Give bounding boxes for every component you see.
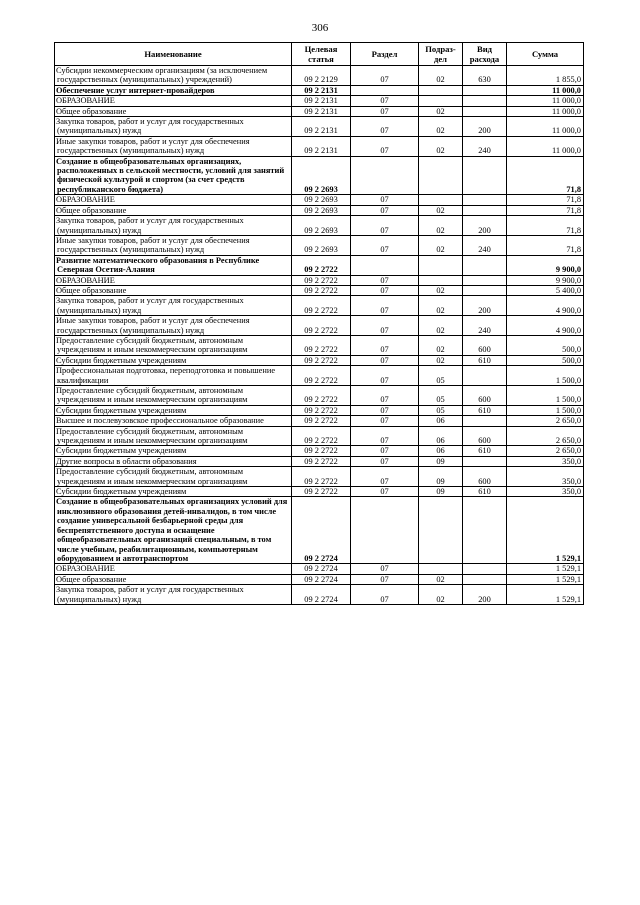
cell-name: Субсидии бюджетным учреждениям	[55, 487, 292, 497]
cell-expense	[463, 156, 507, 195]
table-row	[55, 235, 584, 255]
cell-sum: 2 650,0	[507, 416, 584, 426]
table-row	[55, 296, 584, 316]
cell-sum: 4 900,0	[507, 316, 584, 336]
cell-name: Закупка товаров, работ и услуг для государственных (муниципальных) нужд	[55, 585, 292, 605]
table-row	[55, 487, 584, 497]
cell-expense: 610	[463, 487, 507, 497]
cell-section: 07	[351, 366, 419, 386]
cell-expense: 630	[463, 66, 507, 86]
cell-sum: 71,8	[507, 216, 584, 236]
cell-subsection	[419, 195, 463, 205]
cell-subsection: 02	[419, 117, 463, 137]
cell-name: Иные закупки товаров, работ и услуг для обеспечения государственных (муниципальных) нужд	[55, 136, 292, 156]
cell-name: Общее образование	[55, 205, 292, 215]
cell-sum: 11 000,0	[507, 117, 584, 137]
cell-section: 07	[351, 296, 419, 316]
cell-target: 09 2 2722	[292, 416, 351, 426]
cell-sum: 1 529,1	[507, 497, 584, 564]
cell-expense: 240	[463, 235, 507, 255]
cell-target: 09 2 2129	[292, 66, 351, 86]
cell-sum: 71,8	[507, 195, 584, 205]
cell-sum: 1 529,1	[507, 564, 584, 574]
cell-expense: 610	[463, 446, 507, 456]
cell-name: Иные закупки товаров, работ и услуг для обеспечения государственных (муниципальных) нужд	[55, 235, 292, 255]
cell-subsection	[419, 497, 463, 564]
table-row	[55, 355, 584, 365]
cell-expense	[463, 195, 507, 205]
table-row	[55, 405, 584, 415]
cell-expense	[463, 275, 507, 285]
table-row	[55, 446, 584, 456]
cell-target: 09 2 2722	[292, 296, 351, 316]
table-row	[55, 366, 584, 386]
cell-section: 07	[351, 195, 419, 205]
table-row	[55, 106, 584, 116]
cell-subsection: 02	[419, 205, 463, 215]
cell-target: 09 2 2722	[292, 446, 351, 456]
cell-name: Профессиональная подготовка, переподготовка и повышение квалификации	[55, 366, 292, 386]
cell-target: 09 2 2722	[292, 316, 351, 336]
cell-section: 07	[351, 275, 419, 285]
cell-sum: 350,0	[507, 487, 584, 497]
cell-name: Субсидии бюджетным учреждениям	[55, 355, 292, 365]
table-row	[55, 497, 584, 564]
table-row	[55, 156, 584, 195]
cell-expense: 200	[463, 117, 507, 137]
cell-section: 07	[351, 316, 419, 336]
table-row	[55, 456, 584, 466]
table-row	[55, 467, 584, 487]
header-subsection: Подраз-дел	[419, 43, 463, 66]
cell-sum: 350,0	[507, 456, 584, 466]
cell-sum: 1 500,0	[507, 366, 584, 386]
cell-target: 09 2 2722	[292, 405, 351, 415]
cell-section: 07	[351, 117, 419, 137]
cell-section: 07	[351, 205, 419, 215]
header-name: Наименование	[55, 43, 292, 66]
cell-subsection: 06	[419, 446, 463, 456]
cell-sum: 11 000,0	[507, 106, 584, 116]
cell-subsection: 02	[419, 285, 463, 295]
cell-name: Развитие математического образования в Республике Северная Осетия-Алания	[55, 255, 292, 275]
table-row	[55, 275, 584, 285]
table-row	[55, 205, 584, 215]
cell-subsection	[419, 96, 463, 106]
cell-subsection: 02	[419, 335, 463, 355]
cell-section: 07	[351, 574, 419, 584]
cell-expense: 240	[463, 316, 507, 336]
cell-sum: 2 650,0	[507, 426, 584, 446]
cell-expense: 200	[463, 216, 507, 236]
cell-target: 09 2 2131	[292, 106, 351, 116]
cell-target: 09 2 2722	[292, 366, 351, 386]
cell-sum: 1 855,0	[507, 66, 584, 86]
cell-target: 09 2 2131	[292, 117, 351, 137]
cell-section: 07	[351, 106, 419, 116]
cell-section: 07	[351, 136, 419, 156]
table-row	[55, 255, 584, 275]
cell-name: Иные закупки товаров, работ и услуг для обеспечения государственных (муниципальных) нужд	[55, 316, 292, 336]
budget-table	[54, 42, 584, 605]
cell-target: 09 2 2722	[292, 255, 351, 275]
cell-sum: 1 529,1	[507, 585, 584, 605]
cell-section: 07	[351, 355, 419, 365]
cell-name: Предоставление субсидий бюджетным, автономным учреждениям и иным некоммерческим организациям	[55, 426, 292, 446]
cell-target: 09 2 2722	[292, 355, 351, 365]
cell-expense: 240	[463, 136, 507, 156]
cell-subsection: 02	[419, 296, 463, 316]
table-row	[55, 564, 584, 574]
cell-section: 07	[351, 416, 419, 426]
cell-section: 07	[351, 335, 419, 355]
cell-section: 07	[351, 386, 419, 406]
table-row	[55, 216, 584, 236]
cell-name: ОБРАЗОВАНИЕ	[55, 195, 292, 205]
cell-name: Общее образование	[55, 574, 292, 584]
cell-target: 09 2 2722	[292, 275, 351, 285]
cell-sum: 11 000,0	[507, 85, 584, 95]
cell-expense: 600	[463, 426, 507, 446]
cell-sum: 71,8	[507, 235, 584, 255]
cell-target: 09 2 2131	[292, 85, 351, 95]
cell-subsection: 06	[419, 426, 463, 446]
cell-name: Закупка товаров, работ и услуг для государственных (муниципальных) нужд	[55, 216, 292, 236]
cell-name: Создание в общеобразовательных организациях, расположенных в сельской местности, условий для занятий физической культурой и спортом (за счет средств республиканского бюджета)	[55, 156, 292, 195]
cell-target: 09 2 2724	[292, 585, 351, 605]
cell-section: 07	[351, 96, 419, 106]
cell-expense	[463, 85, 507, 95]
cell-name: Закупка товаров, работ и услуг для государственных (муниципальных) нужд	[55, 296, 292, 316]
cell-subsection: 02	[419, 585, 463, 605]
cell-target: 09 2 2722	[292, 386, 351, 406]
cell-target: 09 2 2693	[292, 195, 351, 205]
cell-target: 09 2 2724	[292, 574, 351, 584]
table-row	[55, 96, 584, 106]
cell-section: 07	[351, 456, 419, 466]
header-section: Раздел	[351, 43, 419, 66]
cell-subsection: 02	[419, 106, 463, 116]
cell-subsection: 02	[419, 316, 463, 336]
cell-name: Высшее и послевузовское профессиональное образование	[55, 416, 292, 426]
cell-sum: 350,0	[507, 467, 584, 487]
cell-expense: 600	[463, 467, 507, 487]
cell-sum: 1 500,0	[507, 386, 584, 406]
cell-subsection: 05	[419, 386, 463, 406]
cell-section: 07	[351, 446, 419, 456]
cell-target: 09 2 2693	[292, 205, 351, 215]
cell-section: 07	[351, 487, 419, 497]
table-header-row	[55, 43, 584, 66]
cell-expense: 610	[463, 355, 507, 365]
cell-name: ОБРАЗОВАНИЕ	[55, 564, 292, 574]
cell-sum: 2 650,0	[507, 446, 584, 456]
cell-subsection: 02	[419, 216, 463, 236]
cell-section	[351, 156, 419, 195]
cell-subsection: 05	[419, 405, 463, 415]
cell-expense: 600	[463, 386, 507, 406]
table-row	[55, 335, 584, 355]
cell-subsection: 02	[419, 574, 463, 584]
cell-subsection: 02	[419, 355, 463, 365]
cell-expense: 610	[463, 405, 507, 415]
cell-sum: 71,8	[507, 156, 584, 195]
table-row	[55, 585, 584, 605]
cell-name: Предоставление субсидий бюджетным, автономным учреждениям и иным некоммерческим организациям	[55, 335, 292, 355]
cell-name: ОБРАЗОВАНИЕ	[55, 96, 292, 106]
cell-expense	[463, 96, 507, 106]
cell-sum: 9 900,0	[507, 275, 584, 285]
cell-target: 09 2 2722	[292, 456, 351, 466]
cell-target: 09 2 2722	[292, 467, 351, 487]
cell-sum: 5 400,0	[507, 285, 584, 295]
table-row	[55, 426, 584, 446]
cell-name: Обеспечение услуг интернет-провайдеров	[55, 85, 292, 95]
table-row	[55, 386, 584, 406]
cell-expense	[463, 416, 507, 426]
cell-sum: 11 000,0	[507, 136, 584, 156]
cell-sum: 9 900,0	[507, 255, 584, 275]
cell-target: 09 2 2724	[292, 497, 351, 564]
cell-name: Предоставление субсидий бюджетным, автономным учреждениям и иным некоммерческим организациям	[55, 467, 292, 487]
cell-target: 09 2 2722	[292, 426, 351, 446]
cell-section	[351, 255, 419, 275]
cell-expense	[463, 106, 507, 116]
cell-expense	[463, 285, 507, 295]
table-row	[55, 136, 584, 156]
table-row	[55, 195, 584, 205]
cell-name: Другие вопросы в области образования	[55, 456, 292, 466]
cell-section	[351, 497, 419, 564]
cell-target: 09 2 2693	[292, 156, 351, 195]
cell-expense	[463, 564, 507, 574]
table-row	[55, 285, 584, 295]
table-body	[55, 66, 584, 605]
table-row	[55, 117, 584, 137]
cell-target: 09 2 2722	[292, 487, 351, 497]
cell-subsection: 09	[419, 467, 463, 487]
cell-target: 09 2 2722	[292, 285, 351, 295]
cell-section: 07	[351, 405, 419, 415]
cell-name: Общее образование	[55, 106, 292, 116]
cell-sum: 4 900,0	[507, 296, 584, 316]
cell-name: Закупка товаров, работ и услуг для государственных (муниципальных) нужд	[55, 117, 292, 137]
table-row	[55, 416, 584, 426]
cell-subsection: 09	[419, 456, 463, 466]
header-target: Целевая статья	[292, 43, 351, 66]
cell-name: Субсидии некоммерческим организациям (за исключением государственных (муниципальных) учреждений)	[55, 66, 292, 86]
cell-sum: 500,0	[507, 355, 584, 365]
cell-name: Субсидии бюджетным учреждениям	[55, 405, 292, 415]
page-number: 306	[311, 22, 329, 34]
table-row	[55, 85, 584, 95]
cell-name: Предоставление субсидий бюджетным, автономным учреждениям и иным некоммерческим организациям	[55, 386, 292, 406]
table-row	[55, 316, 584, 336]
cell-name: Субсидии бюджетным учреждениям	[55, 446, 292, 456]
cell-subsection	[419, 275, 463, 285]
cell-subsection: 05	[419, 366, 463, 386]
cell-name: Создание в общеобразовательных организациях условий для инклюзивного образования детей-инвалидов, в том числе создание универсальной безбарьерной среды для беспрепятственного доступа и оснащение общеобразовательных организаций специальным, в том числе учебным, реабилитационным, компьютерным оборудованием и автотранспортом	[55, 497, 292, 564]
cell-sum: 11 000,0	[507, 96, 584, 106]
cell-subsection: 02	[419, 66, 463, 86]
header-expense-type: Вид расхода	[463, 43, 507, 66]
cell-sum: 500,0	[507, 335, 584, 355]
cell-section: 07	[351, 66, 419, 86]
header-sum: Сумма	[507, 43, 584, 66]
cell-name: Общее образование	[55, 285, 292, 295]
cell-section	[351, 85, 419, 95]
cell-sum: 1 500,0	[507, 405, 584, 415]
cell-section: 07	[351, 285, 419, 295]
cell-expense	[463, 574, 507, 584]
cell-section: 07	[351, 216, 419, 236]
cell-subsection: 02	[419, 235, 463, 255]
cell-section: 07	[351, 467, 419, 487]
cell-subsection: 06	[419, 416, 463, 426]
cell-target: 09 2 2693	[292, 235, 351, 255]
cell-expense	[463, 456, 507, 466]
cell-target: 09 2 2724	[292, 564, 351, 574]
table-row	[55, 66, 584, 86]
cell-target: 09 2 2693	[292, 216, 351, 236]
cell-expense	[463, 497, 507, 564]
cell-subsection	[419, 156, 463, 195]
cell-section: 07	[351, 585, 419, 605]
cell-subsection: 02	[419, 136, 463, 156]
cell-subsection	[419, 564, 463, 574]
cell-expense: 200	[463, 585, 507, 605]
cell-expense	[463, 205, 507, 215]
cell-section: 07	[351, 235, 419, 255]
cell-section: 07	[351, 564, 419, 574]
cell-target: 09 2 2131	[292, 136, 351, 156]
table-row	[55, 574, 584, 584]
cell-subsection: 09	[419, 487, 463, 497]
cell-section: 07	[351, 426, 419, 446]
cell-expense: 200	[463, 296, 507, 316]
cell-expense	[463, 366, 507, 386]
cell-expense: 600	[463, 335, 507, 355]
cell-target: 09 2 2131	[292, 96, 351, 106]
cell-name: ОБРАЗОВАНИЕ	[55, 275, 292, 285]
cell-sum: 1 529,1	[507, 574, 584, 584]
cell-sum: 71,8	[507, 205, 584, 215]
cell-target: 09 2 2722	[292, 335, 351, 355]
cell-subsection	[419, 85, 463, 95]
cell-expense	[463, 255, 507, 275]
cell-subsection	[419, 255, 463, 275]
